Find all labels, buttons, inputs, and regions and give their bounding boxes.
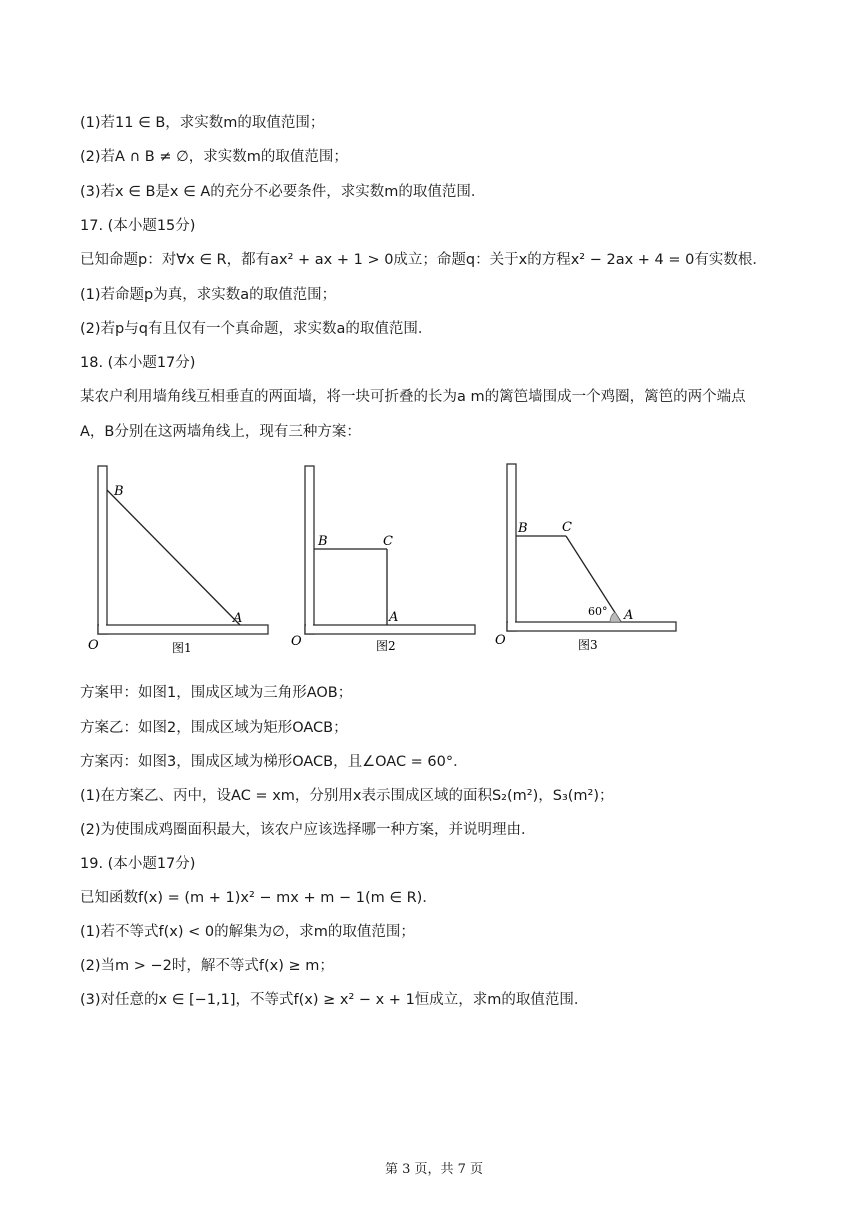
fig3-label-a: A bbox=[624, 608, 634, 623]
q19-statement: 已知函数f(x) = (m + 1)x² − mx + m − 1(m ∈ R)． bbox=[80, 890, 437, 906]
fig2-label-o: O bbox=[291, 634, 302, 649]
fig1-caption: 图1 bbox=[172, 641, 192, 655]
q16-part1: (1)若11 ∈ B，求实数m的取值范围； bbox=[80, 115, 325, 131]
fig3-angle-label: 60° bbox=[588, 605, 608, 618]
fig3-caption: 图3 bbox=[578, 638, 598, 652]
q19-part2: (2)当m > −2时，解不等式f(x) ≥ m； bbox=[80, 958, 334, 974]
fig2-label-b: B bbox=[318, 534, 328, 549]
q17-part2: (2)若p与q有且仅有一个真命题，求实数a的取值范围． bbox=[80, 321, 433, 337]
q18-plan-c: 方案丙：如图3，围成区域为梯形OACB，且∠OAC = 60°． bbox=[80, 754, 468, 770]
q18-statement-2: A，B分别在这两墙角线上，现有三种方案： bbox=[80, 424, 361, 440]
figure-2 bbox=[285, 460, 485, 660]
fig2-label-c: C bbox=[383, 534, 393, 549]
fig3-label-o: O bbox=[495, 633, 506, 648]
q18-part1: (1)在方案乙、丙中，设AC = xm，分别用x表示围成区域的面积S₂(m²)，S₃(m²)； bbox=[80, 788, 614, 804]
fig1-label-a: A bbox=[233, 611, 243, 626]
fig3-label-c: C bbox=[562, 520, 572, 535]
q18-heading: 18. (本小题17分) bbox=[80, 355, 196, 371]
q18-plan-b: 方案乙：如图2，围成区域为矩形OACB； bbox=[80, 720, 348, 736]
q18-statement-1: 某农户利用墙角线互相垂直的两面墙，将一块可折叠的长为a m的篱笆墙围成一个鸡圈，篱笆的两个端点 bbox=[80, 389, 746, 405]
fig1-label-b: B bbox=[114, 484, 124, 499]
q19-heading: 19. (本小题17分) bbox=[80, 856, 196, 872]
q17-part1: (1)若命题p为真，求实数a的取值范围； bbox=[80, 287, 337, 303]
fig3-label-b: B bbox=[518, 521, 528, 536]
q17-statement: 已知命题p：对∀x ∈ R，都有ax² + ax + 1 > 0成立；命题q：关于x的方程x² − 2ax + 4 = 0有实数根． bbox=[80, 252, 767, 268]
q18-plan-a: 方案甲：如图1，围成区域为三角形AOB； bbox=[80, 685, 353, 701]
q17-heading: 17. (本小题15分) bbox=[80, 218, 196, 234]
page-footer: 第 3 页，共 7 页 bbox=[384, 1162, 484, 1177]
q19-part1: (1)若不等式f(x) < 0的解集为∅，求m的取值范围； bbox=[80, 924, 415, 940]
fig2-label-a: A bbox=[389, 610, 399, 625]
fig1-label-o: O bbox=[88, 638, 99, 653]
q16-part2: (2)若A ∩ B ≠ ∅，求实数m的取值范围； bbox=[80, 149, 348, 165]
q16-part3: (3)若x ∈ B是x ∈ A的充分不必要条件，求实数m的取值范围． bbox=[80, 184, 486, 200]
fig2-caption: 图2 bbox=[376, 639, 396, 653]
q19-part3: (3)对任意的x ∈ [−1,1]，不等式f(x) ≥ x² − x + 1恒成立，求m的取值范围． bbox=[80, 992, 589, 1008]
q18-part2: (2)为使围成鸡圈面积最大，该农户应该选择哪一种方案，并说明理由． bbox=[80, 822, 536, 838]
figure-1 bbox=[80, 460, 280, 660]
figure-3 bbox=[490, 458, 690, 658]
